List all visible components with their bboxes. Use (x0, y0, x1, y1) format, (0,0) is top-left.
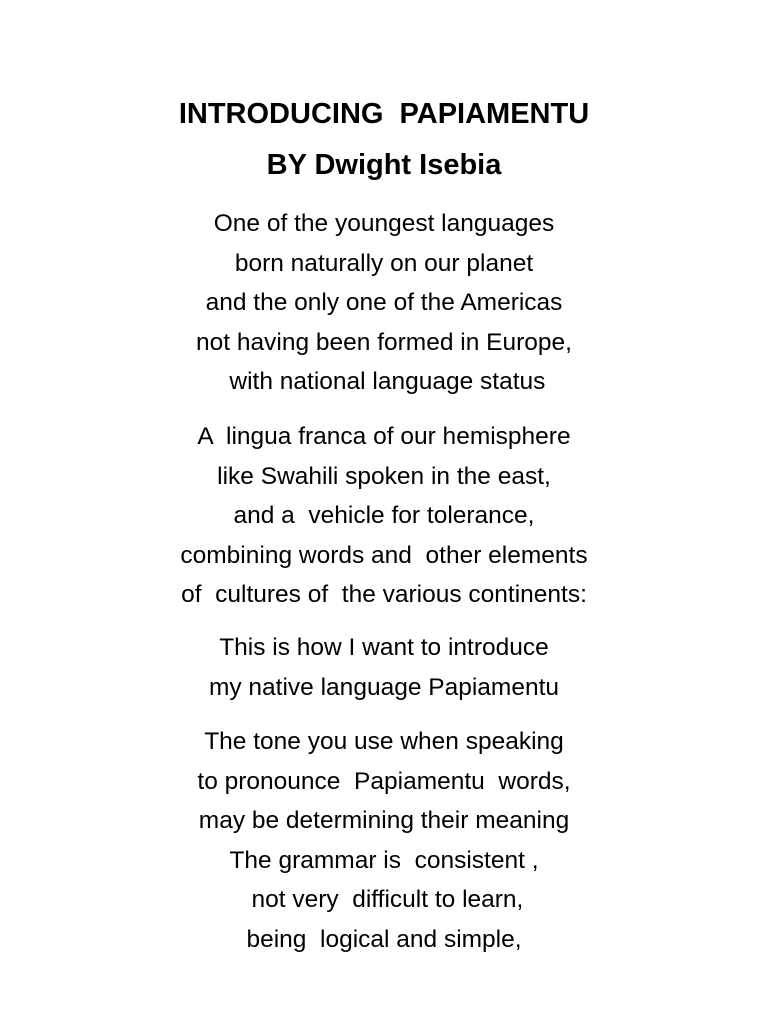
poem-line: born naturally on our planet (234, 249, 534, 277)
poem-line: A lingua franca of our hemisphere (197, 423, 571, 450)
document-author: BY Dwight Isebia (266, 149, 502, 181)
poem-line: One of the youngest languages (213, 210, 555, 237)
poem-line: like Swahili spoken in the east, (217, 462, 551, 490)
poem-line: may be determining their meaning (198, 807, 570, 834)
poem-line: and a vehicle for tolerance, (233, 502, 535, 529)
document-title: INTRODUCING PAPIAMENTU (178, 98, 590, 130)
poem-line: not very difficult to learn, (244, 886, 524, 913)
poem-line: The grammar is consistent , (229, 846, 539, 874)
poem-line: not having been formed in Europe, (196, 328, 572, 356)
poem-line: with national language status (222, 368, 546, 395)
stanza-2 (0, 417, 768, 615)
poem-line: of cultures of the various continents: (181, 581, 587, 608)
poem-line: combining words and other elements (180, 541, 588, 569)
poem-line: my native language Papiamentu (208, 673, 560, 701)
poem-line: being logical and simple, (246, 925, 522, 953)
stanza-1 (0, 204, 768, 402)
stanza-3 (0, 628, 768, 707)
poem-line: The tone you use when speaking (204, 728, 564, 755)
poem-line: This is how I want to introduce (219, 634, 549, 661)
poem-line: and the only one of the Americas (205, 289, 563, 316)
stanza-4 (0, 722, 768, 959)
poem-line: to pronounce Papiamentu words, (197, 767, 571, 795)
